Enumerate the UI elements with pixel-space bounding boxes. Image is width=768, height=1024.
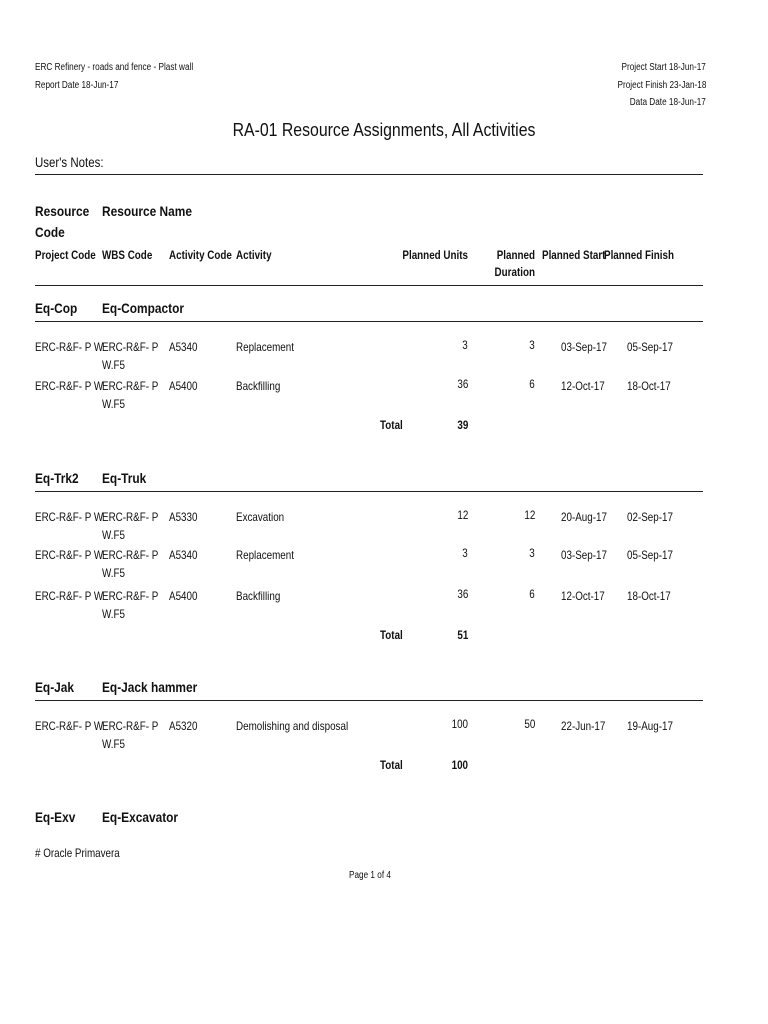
users-notes-label: User's Notes:	[35, 154, 104, 170]
cell-planned-units: 100	[451, 717, 468, 731]
cell-planned-units: 36	[457, 377, 468, 391]
header-divider	[35, 285, 703, 286]
group-resource-code: Eq-Trk2	[35, 470, 79, 486]
cell-activity: Backfilling	[236, 589, 281, 603]
group-resource-code: Eq-Exv	[35, 809, 76, 825]
cell-activity: Replacement	[236, 340, 294, 354]
cell-wbs-code-cont: W.F5	[102, 566, 125, 580]
cell-wbs-code-cont: W.F5	[102, 397, 125, 411]
group-divider	[35, 491, 703, 492]
col-resource-name: Resource Name	[102, 203, 192, 219]
cell-wbs-code: ERC-R&F- P	[102, 340, 159, 354]
cell-wbs-code: ERC-R&F- P	[102, 719, 159, 733]
cell-activity-code: A5330	[169, 510, 198, 524]
cell-wbs-code-cont: W.F5	[102, 737, 125, 751]
cell-activity: Replacement	[236, 548, 294, 562]
cell-planned-duration: 3	[529, 338, 535, 352]
cell-activity: Backfilling	[236, 379, 281, 393]
cell-project-code: ERC-R&F- P W	[35, 548, 104, 562]
group-resource-code: Eq-Cop	[35, 300, 78, 316]
group-divider	[35, 321, 703, 322]
cell-activity-code: A5320	[169, 719, 198, 733]
cell-wbs-code-cont: W.F5	[102, 358, 125, 372]
col-planned-units: Planned Units	[402, 248, 468, 262]
cell-activity-code: A5400	[169, 589, 198, 603]
cell-planned-duration: 6	[529, 587, 535, 601]
cell-planned-finish: 19-Aug-17	[627, 719, 673, 733]
cell-planned-start: 12-Oct-17	[561, 379, 605, 393]
group-resource-name: Eq-Excavator	[102, 809, 179, 825]
total-label: Total	[380, 418, 403, 432]
cell-activity-code: A5340	[169, 548, 198, 562]
cell-planned-units: 3	[462, 546, 468, 560]
col-planned-duration: Planned Duration	[494, 248, 535, 279]
total-value: 51	[457, 628, 468, 642]
cell-planned-finish: 02-Sep-17	[627, 510, 673, 524]
cell-planned-duration: 12	[524, 508, 535, 522]
total-label: Total	[380, 758, 403, 772]
cell-project-code: ERC-R&F- P W	[35, 379, 104, 393]
cell-planned-start: 12-Oct-17	[561, 589, 605, 603]
cell-planned-duration: 50	[524, 717, 535, 731]
group-resource-code: Eq-Jak	[35, 679, 75, 695]
col-planned-finish: Planned Finish	[604, 248, 674, 262]
cell-wbs-code: ERC-R&F- P	[102, 589, 159, 603]
report-title: RA-01 Resource Assignments, All Activities	[232, 120, 536, 140]
cell-planned-start: 03-Sep-17	[561, 548, 607, 562]
report-date: Report Date 18-Jun-17	[35, 80, 119, 91]
project-name: ERC Refinery - roads and fence - Plast wall	[35, 62, 194, 73]
total-value: 100	[451, 758, 468, 772]
col-activity-code: Activity Code	[169, 248, 232, 262]
cell-planned-finish: 05-Sep-17	[627, 340, 673, 354]
cell-wbs-code: ERC-R&F- P	[102, 379, 159, 393]
cell-planned-start: 03-Sep-17	[561, 340, 607, 354]
total-value: 39	[457, 418, 468, 432]
cell-planned-units: 12	[457, 508, 468, 522]
project-finish: Project Finish 23-Jan-18	[617, 80, 706, 91]
col-resource-code: Resource Code	[35, 203, 90, 240]
cell-planned-start: 20-Aug-17	[561, 510, 607, 524]
cell-wbs-code: ERC-R&F- P	[102, 510, 159, 524]
project-start: Project Start 18-Jun-17	[621, 62, 706, 73]
footer-brand: # Oracle Primavera	[35, 846, 120, 860]
cell-planned-units: 3	[462, 338, 468, 352]
cell-planned-finish: 18-Oct-17	[627, 589, 671, 603]
cell-planned-units: 36	[457, 587, 468, 601]
cell-activity: Excavation	[236, 510, 285, 524]
cell-planned-finish: 18-Oct-17	[627, 379, 671, 393]
col-activity: Activity	[236, 248, 272, 262]
cell-activity: Demolishing and disposal	[236, 719, 349, 733]
cell-planned-duration: 3	[529, 546, 535, 560]
col-project-code: Project Code	[35, 248, 96, 262]
col-wbs-code: WBS Code	[102, 248, 153, 262]
cell-activity-code: A5340	[169, 340, 198, 354]
cell-project-code: ERC-R&F- P W	[35, 719, 104, 733]
notes-divider	[35, 174, 703, 175]
cell-project-code: ERC-R&F- P W	[35, 589, 104, 603]
data-date: Data Date 18-Jun-17	[629, 97, 706, 108]
cell-activity-code: A5400	[169, 379, 198, 393]
group-resource-name: Eq-Compactor	[102, 300, 184, 316]
group-resource-name: Eq-Truk	[102, 470, 147, 486]
cell-planned-duration: 6	[529, 377, 535, 391]
col-planned-start: Planned Start	[542, 248, 606, 262]
cell-wbs-code-cont: W.F5	[102, 528, 125, 542]
group-resource-name: Eq-Jack hammer	[102, 679, 198, 695]
page-number: Page 1 of 4	[349, 870, 391, 881]
cell-project-code: ERC-R&F- P W	[35, 510, 104, 524]
cell-planned-finish: 05-Sep-17	[627, 548, 673, 562]
cell-project-code: ERC-R&F- P W	[35, 340, 104, 354]
group-divider	[35, 700, 703, 701]
cell-wbs-code: ERC-R&F- P	[102, 548, 159, 562]
cell-wbs-code-cont: W.F5	[102, 607, 125, 621]
cell-planned-start: 22-Jun-17	[561, 719, 606, 733]
total-label: Total	[380, 628, 403, 642]
